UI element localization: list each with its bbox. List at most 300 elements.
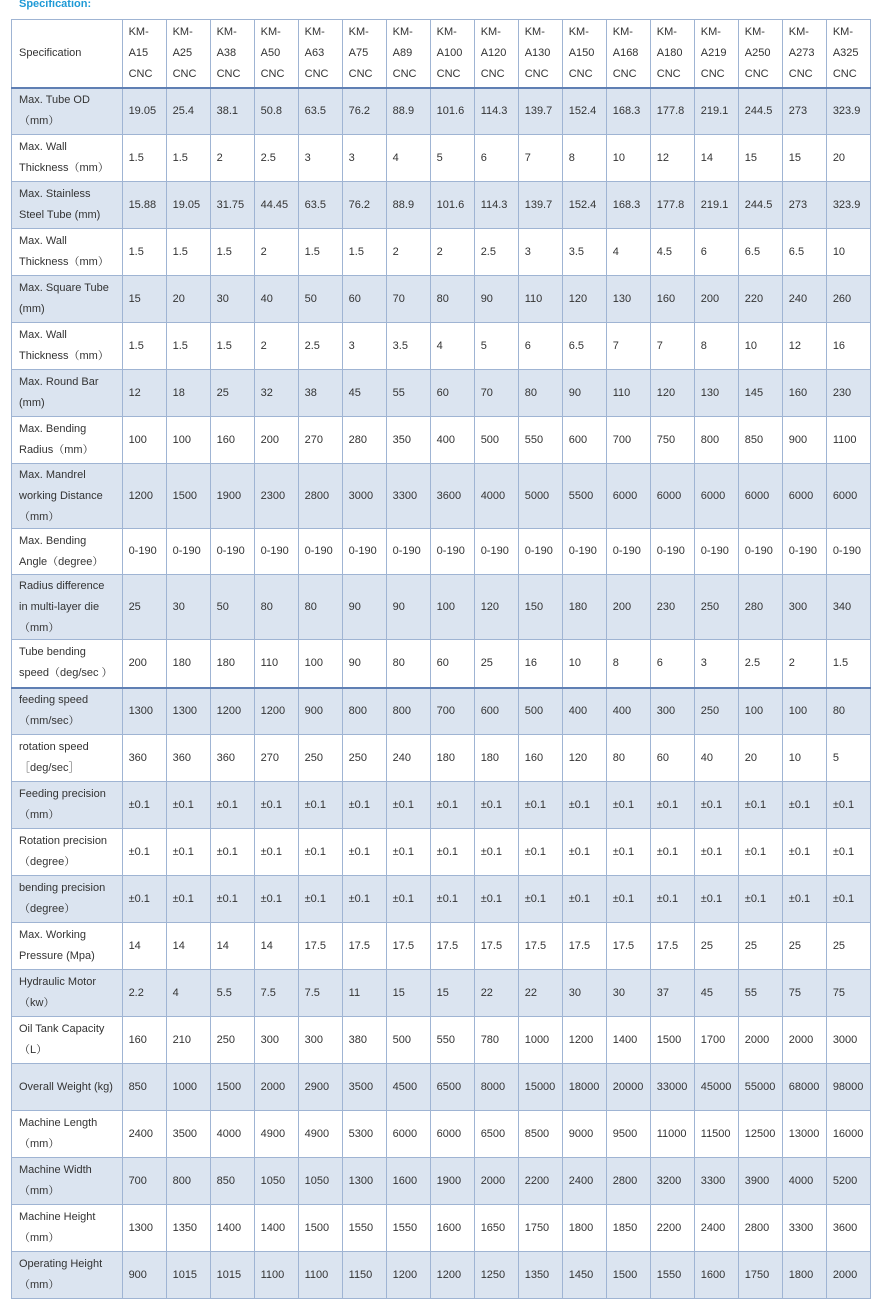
spec-value: ±0.1 [254, 829, 298, 876]
spec-value: 240 [782, 276, 826, 323]
spec-value: 15 [738, 135, 782, 182]
spec-value: 1200 [210, 688, 254, 735]
spec-value: 88.9 [386, 182, 430, 229]
spec-value: 1050 [298, 1158, 342, 1205]
spec-value: 88.9 [386, 88, 430, 135]
spec-value: 4900 [254, 1111, 298, 1158]
spec-value: 160 [782, 370, 826, 417]
spec-value: 550 [430, 1017, 474, 1064]
spec-value: 273 [782, 182, 826, 229]
spec-value: 200 [606, 575, 650, 640]
spec-value: 114.3 [474, 182, 518, 229]
spec-value: 20000 [606, 1064, 650, 1111]
spec-value: 7 [650, 323, 694, 370]
spec-value: 6000 [738, 464, 782, 529]
spec-row [12, 829, 871, 876]
spec-value: 1800 [782, 1252, 826, 1299]
spec-value: 4 [386, 135, 430, 182]
spec-value: 1015 [166, 1252, 210, 1299]
spec-value: 2 [782, 640, 826, 688]
spec-value: 244.5 [738, 182, 782, 229]
model-header: KM-A325 CNC [826, 20, 870, 88]
spec-value: 400 [606, 688, 650, 735]
spec-row [12, 182, 871, 229]
spec-value: 75 [782, 970, 826, 1017]
spec-value: 15.88 [122, 182, 166, 229]
spec-value: 2 [386, 229, 430, 276]
spec-value: 100 [738, 688, 782, 735]
spec-value: 101.6 [430, 182, 474, 229]
spec-value: 17.5 [650, 923, 694, 970]
spec-value: 5300 [342, 1111, 386, 1158]
spec-value: 3300 [386, 464, 430, 529]
spec-value: 1300 [122, 1205, 166, 1252]
spec-value: 3300 [782, 1205, 826, 1252]
spec-value: ±0.1 [474, 782, 518, 829]
spec-value: 120 [562, 735, 606, 782]
spec-value: 230 [826, 370, 870, 417]
spec-value: 3500 [166, 1111, 210, 1158]
spec-value: 340 [826, 575, 870, 640]
spec-value: 1600 [386, 1158, 430, 1205]
spec-value: 600 [562, 417, 606, 464]
spec-value: 31.75 [210, 182, 254, 229]
spec-value: 2800 [738, 1205, 782, 1252]
spec-value: 300 [254, 1017, 298, 1064]
spec-value: 1500 [210, 1064, 254, 1111]
spec-value: 45 [694, 970, 738, 1017]
spec-value: ±0.1 [694, 829, 738, 876]
spec-value: ±0.1 [122, 782, 166, 829]
spec-value: 800 [166, 1158, 210, 1205]
spec-value: 168.3 [606, 88, 650, 135]
spec-value: 1600 [694, 1252, 738, 1299]
spec-value: 160 [210, 417, 254, 464]
spec-value: 0-190 [386, 529, 430, 575]
spec-value: 130 [606, 276, 650, 323]
model-header: KM-A25 CNC [166, 20, 210, 88]
spec-value: ±0.1 [386, 876, 430, 923]
spec-value: 1050 [254, 1158, 298, 1205]
spec-value: 1500 [166, 464, 210, 529]
spec-value: 3300 [694, 1158, 738, 1205]
spec-value: 1350 [518, 1252, 562, 1299]
spec-value: ±0.1 [606, 782, 650, 829]
spec-value: 1400 [606, 1017, 650, 1064]
spec-value: ±0.1 [254, 782, 298, 829]
spec-value: 1750 [518, 1205, 562, 1252]
spec-value: 1200 [430, 1252, 474, 1299]
spec-value: 1.5 [122, 323, 166, 370]
spec-value: 1300 [122, 688, 166, 735]
spec-value: 2 [430, 229, 474, 276]
spec-value: 2400 [122, 1111, 166, 1158]
spec-value: 780 [474, 1017, 518, 1064]
model-header: KM-A15 CNC [122, 20, 166, 88]
spec-value: 360 [122, 735, 166, 782]
spec-row [12, 370, 871, 417]
spec-value: 7.5 [298, 970, 342, 1017]
spec-value: 0-190 [166, 529, 210, 575]
spec-value: 2300 [254, 464, 298, 529]
spec-value: 60 [650, 735, 694, 782]
spec-value: 1700 [694, 1017, 738, 1064]
spec-value: 240 [386, 735, 430, 782]
model-header: KM-A50 CNC [254, 20, 298, 88]
spec-value: 50 [298, 276, 342, 323]
spec-label: Max. Wall Thickness（mm） [12, 323, 123, 370]
spec-value: 2000 [738, 1017, 782, 1064]
spec-value: 177.8 [650, 88, 694, 135]
spec-value: ±0.1 [166, 782, 210, 829]
spec-value: 5 [474, 323, 518, 370]
spec-value: 850 [210, 1158, 254, 1205]
spec-value: 30 [210, 276, 254, 323]
spec-value: 44.45 [254, 182, 298, 229]
spec-value: 7 [606, 323, 650, 370]
spec-value: 80 [606, 735, 650, 782]
spec-value: 150 [518, 575, 562, 640]
spec-value: 1.5 [166, 135, 210, 182]
spec-value: 270 [254, 735, 298, 782]
spec-label: Machine Height（mm） [12, 1205, 123, 1252]
spec-label: bending precision（degree） [12, 876, 123, 923]
spec-value: 1200 [122, 464, 166, 529]
spec-value: 2400 [694, 1205, 738, 1252]
spec-value: 323.9 [826, 182, 870, 229]
spec-value: 6000 [782, 464, 826, 529]
spec-value: ±0.1 [474, 876, 518, 923]
spec-value: 273 [782, 88, 826, 135]
spec-row [12, 1017, 871, 1064]
spec-value: 1.5 [122, 135, 166, 182]
spec-value: 19.05 [122, 88, 166, 135]
spec-row [12, 1064, 871, 1111]
spec-value: 13000 [782, 1111, 826, 1158]
spec-value: 9000 [562, 1111, 606, 1158]
spec-value: ±0.1 [342, 782, 386, 829]
spec-value: 2000 [254, 1064, 298, 1111]
spec-value: 3 [298, 135, 342, 182]
spec-value: 6 [474, 135, 518, 182]
spec-value: 110 [254, 640, 298, 688]
page-heading: Specification: [19, 0, 92, 10]
spec-value: 270 [298, 417, 342, 464]
spec-value: 3 [694, 640, 738, 688]
model-header: KM-A219 CNC [694, 20, 738, 88]
spec-label: Hydraulic Motor（kw） [12, 970, 123, 1017]
spec-value: ±0.1 [562, 876, 606, 923]
spec-value: 3200 [650, 1158, 694, 1205]
spec-value: 400 [562, 688, 606, 735]
spec-value: 37 [650, 970, 694, 1017]
spec-value: 11500 [694, 1111, 738, 1158]
spec-value: ±0.1 [562, 829, 606, 876]
spec-label: Max. Bending Angle（degree） [12, 529, 123, 575]
spec-value: ±0.1 [342, 876, 386, 923]
spec-value: 219.1 [694, 88, 738, 135]
spec-value: 1900 [430, 1158, 474, 1205]
spec-value: 260 [826, 276, 870, 323]
spec-value: ±0.1 [518, 782, 562, 829]
spec-value: 100 [298, 640, 342, 688]
spec-value: 280 [342, 417, 386, 464]
spec-value: ±0.1 [254, 876, 298, 923]
spec-value: 1015 [210, 1252, 254, 1299]
spec-value: 12 [782, 323, 826, 370]
spec-value: 4 [166, 970, 210, 1017]
spec-value: 6.5 [562, 323, 606, 370]
spec-value: 0-190 [474, 529, 518, 575]
spec-value: 6000 [694, 464, 738, 529]
spec-value: 60 [342, 276, 386, 323]
spec-value: 70 [474, 370, 518, 417]
model-header: KM-A180 CNC [650, 20, 694, 88]
spec-value: 17.5 [606, 923, 650, 970]
spec-value: 0-190 [606, 529, 650, 575]
spec-value: 1000 [518, 1017, 562, 1064]
spec-value: 80 [518, 370, 562, 417]
spec-value: 90 [342, 640, 386, 688]
spec-label: Machine Width（mm） [12, 1158, 123, 1205]
spec-value: ±0.1 [782, 829, 826, 876]
spec-value: 45 [342, 370, 386, 417]
spec-value: 16 [518, 640, 562, 688]
spec-value: 168.3 [606, 182, 650, 229]
spec-value: 1100 [826, 417, 870, 464]
header-row [12, 20, 871, 88]
spec-value: 1300 [342, 1158, 386, 1205]
spec-label: Overall Weight (kg) [12, 1064, 123, 1111]
spec-value: 8000 [474, 1064, 518, 1111]
spec-value: 1.5 [122, 229, 166, 276]
spec-label: Max. Stainless Steel Tube (mm) [12, 182, 123, 229]
spec-value: 2.5 [738, 640, 782, 688]
spec-value: 3600 [430, 464, 474, 529]
model-header: KM-A120 CNC [474, 20, 518, 88]
spec-value: 80 [298, 575, 342, 640]
spec-value: 1200 [386, 1252, 430, 1299]
spec-value: ±0.1 [738, 782, 782, 829]
spec-value: 2800 [298, 464, 342, 529]
spec-value: ±0.1 [826, 876, 870, 923]
spec-value: 11000 [650, 1111, 694, 1158]
spec-value: ±0.1 [386, 782, 430, 829]
spec-value: 17.5 [430, 923, 474, 970]
spec-value: 10 [782, 735, 826, 782]
spec-value: 6.5 [782, 229, 826, 276]
spec-value: 120 [562, 276, 606, 323]
spec-value: 200 [254, 417, 298, 464]
model-header: KM-A130 CNC [518, 20, 562, 88]
spec-row [12, 1111, 871, 1158]
spec-value: 600 [474, 688, 518, 735]
spec-value: 6000 [606, 464, 650, 529]
spec-value: 6 [650, 640, 694, 688]
spec-value: 5000 [518, 464, 562, 529]
spec-value: 0-190 [562, 529, 606, 575]
spec-value: 14 [166, 923, 210, 970]
model-header: KM-A150 CNC [562, 20, 606, 88]
spec-value: 1100 [254, 1252, 298, 1299]
spec-row [12, 1158, 871, 1205]
spec-value: 6.5 [738, 229, 782, 276]
spec-value: ±0.1 [122, 829, 166, 876]
spec-value: ±0.1 [826, 782, 870, 829]
spec-label: Max. Tube OD（mm） [12, 88, 123, 135]
spec-row [12, 464, 871, 529]
spec-value: ±0.1 [430, 876, 474, 923]
spec-value: 152.4 [562, 88, 606, 135]
spec-value: 250 [342, 735, 386, 782]
spec-label: Rotation precision（degree） [12, 829, 123, 876]
spec-value: 114.3 [474, 88, 518, 135]
spec-value: 360 [210, 735, 254, 782]
spec-value: 2800 [606, 1158, 650, 1205]
spec-value: 1300 [166, 688, 210, 735]
spec-value: ±0.1 [694, 876, 738, 923]
spec-value: 1500 [606, 1252, 650, 1299]
spec-value: 300 [782, 575, 826, 640]
spec-value: 90 [342, 575, 386, 640]
spec-label: Radius difference in multi-layer die（mm） [12, 575, 123, 640]
spec-value: 60 [430, 370, 474, 417]
model-header: KM-A63 CNC [298, 20, 342, 88]
spec-value: ±0.1 [342, 829, 386, 876]
spec-value: ±0.1 [650, 782, 694, 829]
spec-row [12, 1252, 871, 1299]
spec-value: 45000 [694, 1064, 738, 1111]
spec-value: ±0.1 [738, 829, 782, 876]
spec-value: 0-190 [122, 529, 166, 575]
spec-value: 350 [386, 417, 430, 464]
spec-value: 10 [606, 135, 650, 182]
spec-value: 75 [826, 970, 870, 1017]
spec-label: Max. Working Pressure (Mpa) [12, 923, 123, 970]
spec-value: 10 [562, 640, 606, 688]
spec-value: 850 [122, 1064, 166, 1111]
spec-value: 120 [474, 575, 518, 640]
spec-value: 14 [122, 923, 166, 970]
spec-value: 800 [342, 688, 386, 735]
spec-value: 360 [166, 735, 210, 782]
spec-value: 750 [650, 417, 694, 464]
spec-value: 244.5 [738, 88, 782, 135]
spec-value: 1850 [606, 1205, 650, 1252]
spec-value: 55 [738, 970, 782, 1017]
spec-value: 1000 [166, 1064, 210, 1111]
spec-value: 250 [298, 735, 342, 782]
spec-value: 80 [254, 575, 298, 640]
spec-value: 0-190 [694, 529, 738, 575]
spec-value: 17.5 [298, 923, 342, 970]
spec-value: 6500 [474, 1111, 518, 1158]
spec-value: 110 [606, 370, 650, 417]
model-header: KM-A38 CNC [210, 20, 254, 88]
spec-value: 1.5 [342, 229, 386, 276]
model-header: KM-A250 CNC [738, 20, 782, 88]
spec-value: 250 [694, 688, 738, 735]
spec-value: 14 [694, 135, 738, 182]
spec-value: ±0.1 [166, 829, 210, 876]
spec-value: 12 [650, 135, 694, 182]
spec-row [12, 88, 871, 135]
spec-value: 2 [210, 135, 254, 182]
spec-value: 1500 [298, 1205, 342, 1252]
spec-value: 800 [694, 417, 738, 464]
spec-value: 250 [694, 575, 738, 640]
spec-value: ±0.1 [386, 829, 430, 876]
spec-row [12, 735, 871, 782]
spec-value: 12 [122, 370, 166, 417]
spec-value: 500 [474, 417, 518, 464]
specification-table [11, 19, 871, 1299]
spec-value: 90 [386, 575, 430, 640]
spec-value: 1200 [562, 1017, 606, 1064]
spec-value: 76.2 [342, 88, 386, 135]
spec-value: ±0.1 [430, 829, 474, 876]
spec-value: 1.5 [826, 640, 870, 688]
spec-value: 4000 [782, 1158, 826, 1205]
spec-label: Max. Wall Thickness（mm） [12, 135, 123, 182]
spec-value: 55 [386, 370, 430, 417]
spec-value: 5 [826, 735, 870, 782]
spec-value: 70 [386, 276, 430, 323]
spec-value: 25 [738, 923, 782, 970]
spec-value: ±0.1 [826, 829, 870, 876]
spec-row [12, 688, 871, 735]
spec-value: 19.05 [166, 182, 210, 229]
spec-value: 30 [562, 970, 606, 1017]
spec-value: 130 [694, 370, 738, 417]
spec-value: 2200 [518, 1158, 562, 1205]
spec-value: 3500 [342, 1064, 386, 1111]
spec-value: 700 [430, 688, 474, 735]
spec-value: 1550 [386, 1205, 430, 1252]
spec-label: Feeding precision（mm） [12, 782, 123, 829]
spec-value: 2.5 [254, 135, 298, 182]
spec-value: 3000 [826, 1017, 870, 1064]
spec-row [12, 229, 871, 276]
model-header: KM-A100 CNC [430, 20, 474, 88]
spec-value: 280 [738, 575, 782, 640]
spec-value: 100 [782, 688, 826, 735]
spec-row [12, 135, 871, 182]
spec-value: 12500 [738, 1111, 782, 1158]
spec-value: 2400 [562, 1158, 606, 1205]
spec-value: 2 [254, 229, 298, 276]
spec-value: 3.5 [562, 229, 606, 276]
spec-value: 3 [342, 323, 386, 370]
spec-value: 101.6 [430, 88, 474, 135]
spec-value: 1.5 [166, 229, 210, 276]
spec-value: 1450 [562, 1252, 606, 1299]
spec-value: 5200 [826, 1158, 870, 1205]
spec-value: 1.5 [210, 229, 254, 276]
spec-value: 25 [474, 640, 518, 688]
header-spec-label: Specification [12, 20, 123, 88]
spec-value: 16000 [826, 1111, 870, 1158]
spec-value: 3 [342, 135, 386, 182]
spec-value: 7.5 [254, 970, 298, 1017]
spec-value: 14 [210, 923, 254, 970]
spec-row [12, 970, 871, 1017]
spec-value: 20 [738, 735, 782, 782]
spec-value: 22 [518, 970, 562, 1017]
spec-value: 1550 [650, 1252, 694, 1299]
spec-value: 160 [518, 735, 562, 782]
spec-row [12, 640, 871, 688]
